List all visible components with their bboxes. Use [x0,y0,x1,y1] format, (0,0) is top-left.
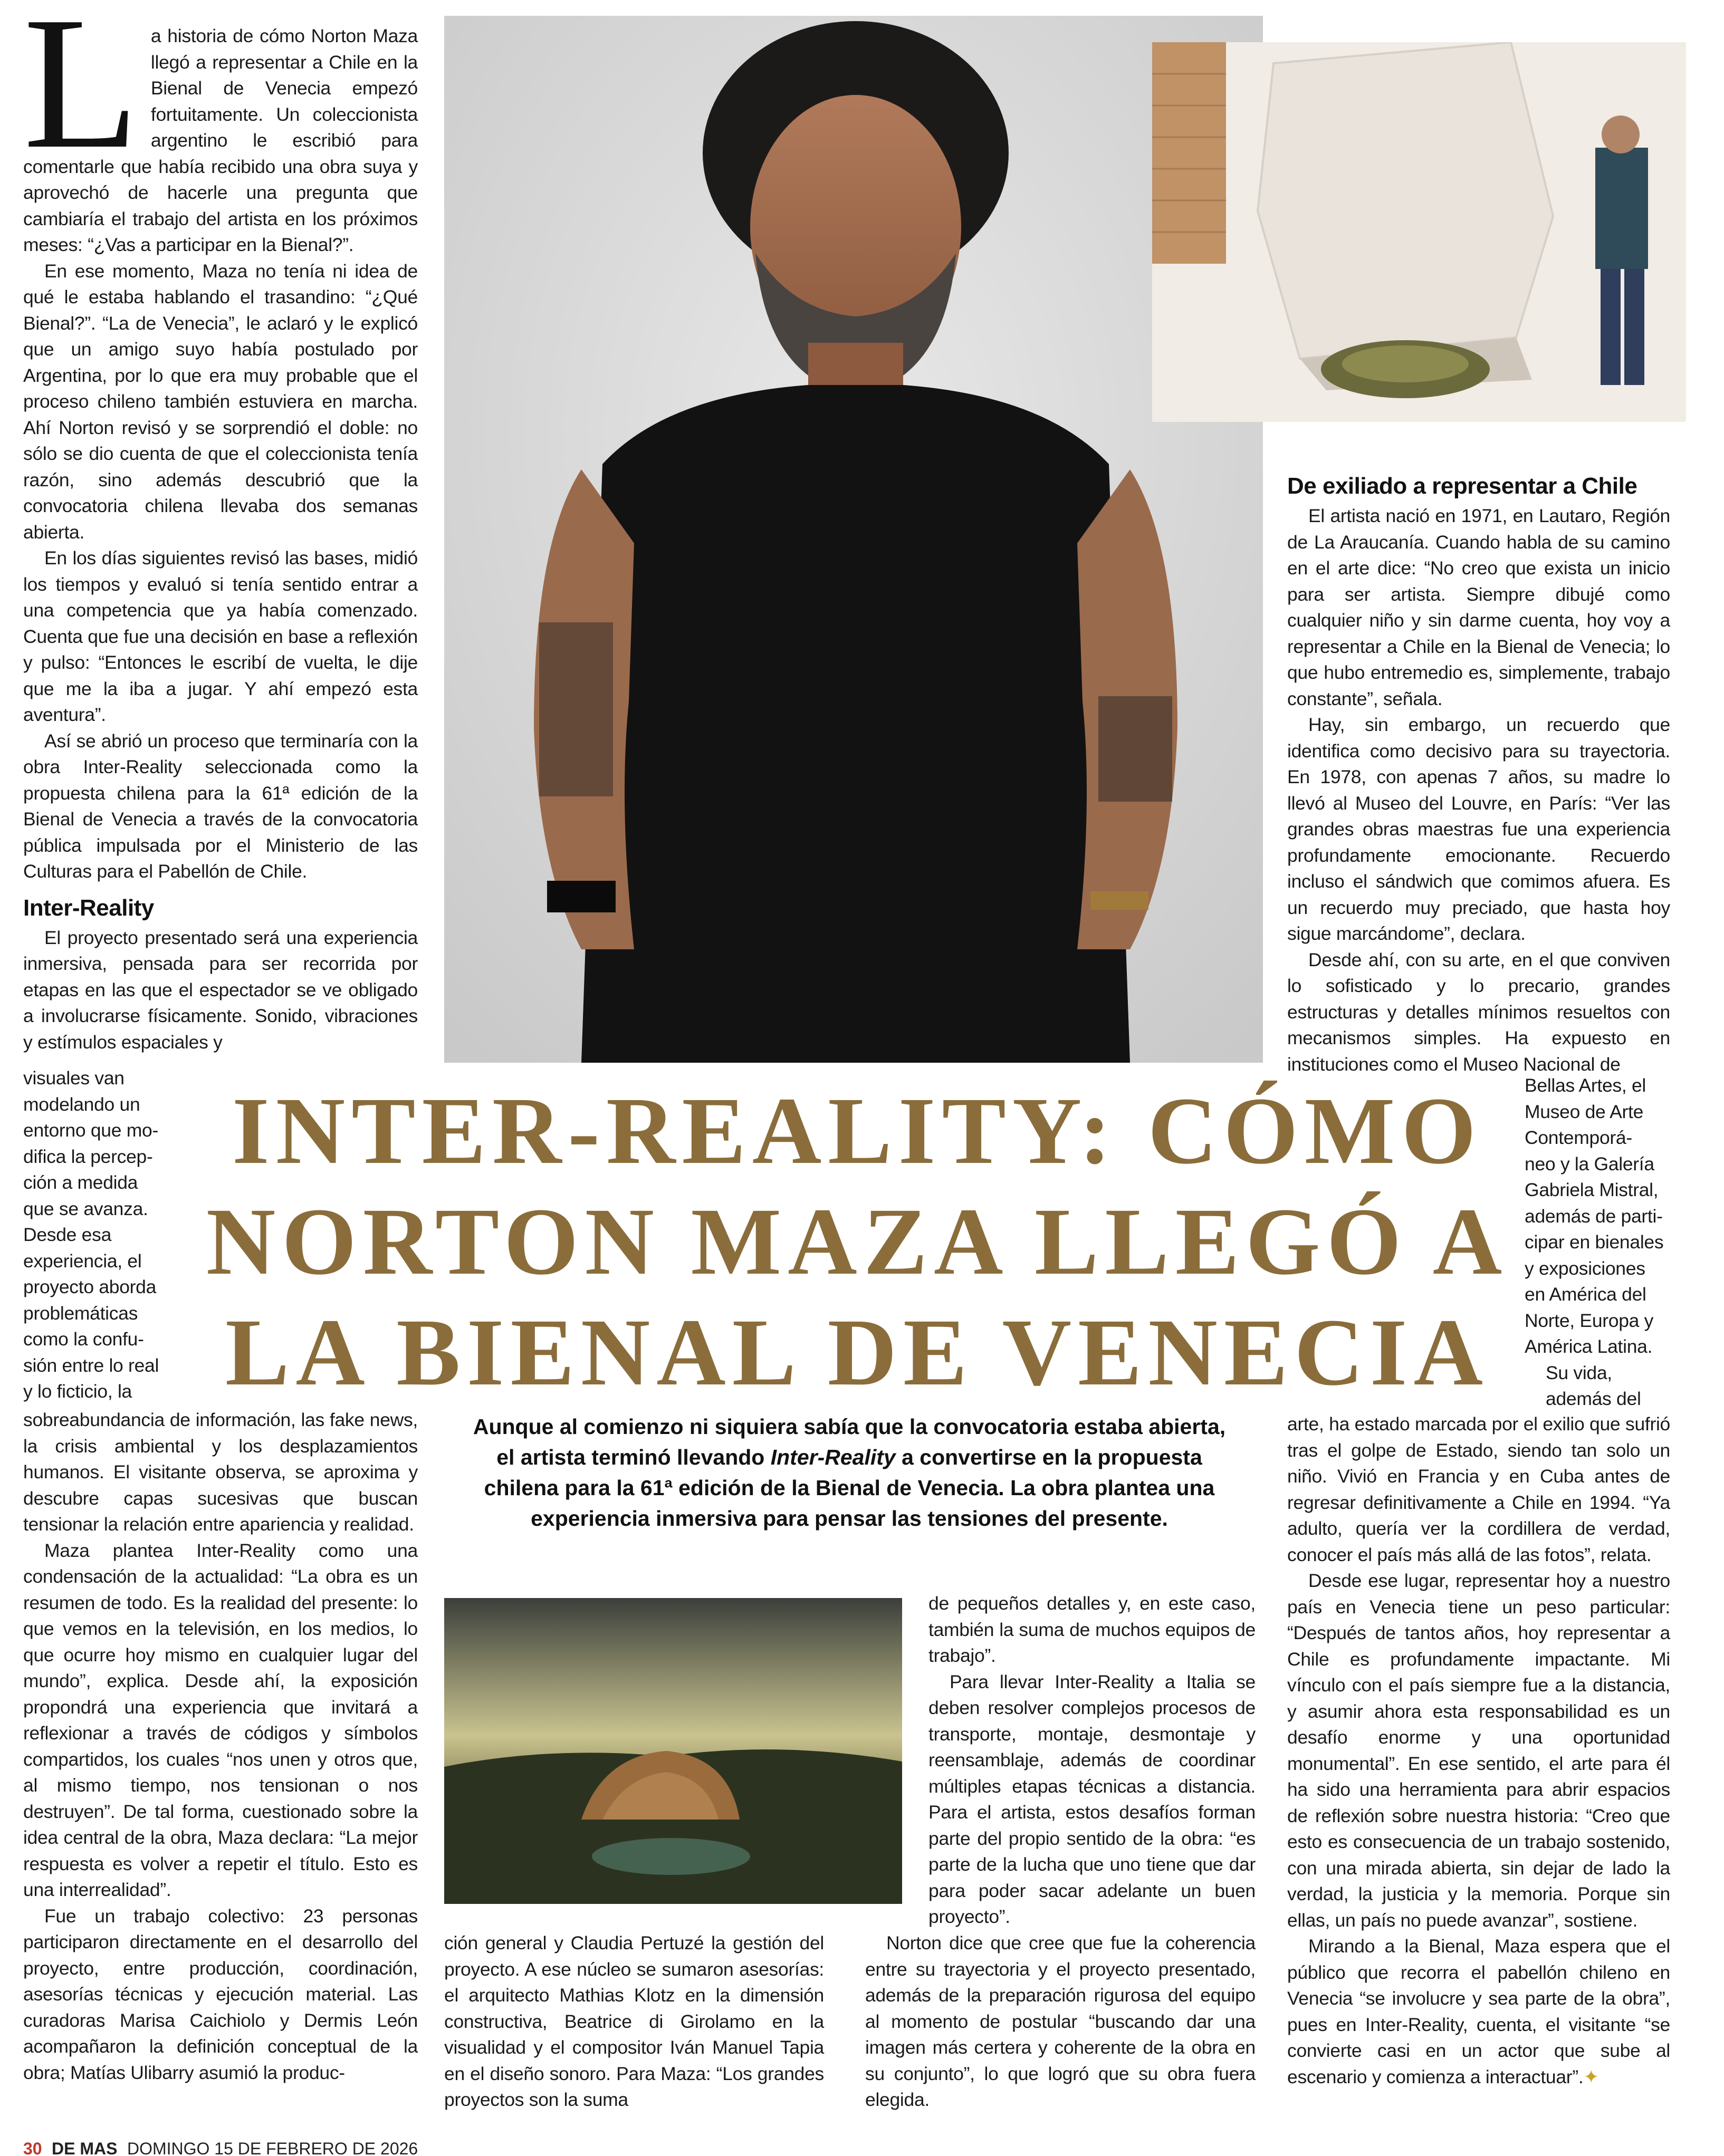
col1-narrow-13: y lo ficticio, la [23,1381,132,1402]
deck-line-4: experiencia inmersiva para pensar las tensiones del presente. [531,1506,1168,1531]
col2-para-1: ción general y Claudia Pertuzé la gestión del proyecto. A ese núcleo se sumaron asesorías: el arquitecto Mathias Klotz en la dimensión constructiva, Beatrice di Girolamo en la visualidad y el compositor Iván Manuel Tapia en el diseño sonoro. Para Maza: “Los grandes proyectos son la suma [444,1932,824,2110]
deck-line-3: chilena para la 61ª edición de la Bienal de Venecia. La obra plantea una [484,1476,1215,1500]
col1-narrow-2: modelando un [23,1093,140,1115]
col1-para-1: a historia de cómo Norton Maza llegó a representar a Chile en la Bienal de Venecia empezó fortuitamente. Un coleccionista argentino le escribió para comentarle que había recibido una obra suya y aprovechó de hacerle una pregunta que cambiaría el trabajo del artista en los próximos meses: “¿Vas a participar en la Bienal?”. [23,25,418,255]
col4-para-6-text: Mirando a la Bienal, Maza espera que el público que recorra el pabellón chileno en Venecia “se involucre y sea parte de la obra”, pues en Inter-Reality, cuenta, el visitante “se convierte casi en un actor que sube al escenario y comienza a interactuar”. [1287,1936,1670,2087]
column-2-lower [444,1930,824,2113]
portrait-photo [444,16,1263,1063]
col1-para-8: Fue un trabajo colectivo: 23 personas participaron directamente en el desarrollo del proyecto, entre producción, coordinación, asesorías técnicas y ejecución material. Las curadoras Marisa Caichiolo y Dermis León acompañaron la definición conceptual de la obra; Matías Ulibarry asumió la produc- [23,1905,418,2083]
col1-para-2: En ese momento, Maza no tenía ni idea de qué le estaba hablando el trasandino: “¿Qué Bienal?”. “La de Venecia”, le aclaró y le explicó que un amigo suyo había postulado por Argentina, por lo que era muy probable que el proceso chileno también estuviera en marcha. Ahí Norton revisó y se sorprendió el doble: no sólo se dio cuenta de que el coleccionista tenía razón, sino además descubrió que la convocatoria chilena llevaba dos semanas abierta. [23,260,418,543]
column-1-narrow [23,1065,197,1405]
column-4-narrow [1525,1073,1683,1412]
col4-para-5: Desde ese lugar, representar hoy a nuestro país en Venecia tiene un peso particular: “Después de tantos años, hoy representar a Chile es profundamente impactante. Mi vínculo con el país siempre fue a la distancia, y asumir ahora esta responsabilidad es un desafío enorme y una oportunidad monumental”. En ese sentido, el arte para él ha sido una herramienta para abrir espacios de reflexión sobre nuestra historia: “Creo que esto es consecuencia de un trabajo sostenido, con una mirada abierta, sin dejar de lado la verdad, la justicia y la memoria. Porque sin ellas, un país no puede avanzar”, sostiene. [1287,1570,1670,1931]
headline-line-2: NORTON MAZA LLEGÓ A [206,1189,1509,1295]
col4-narrow-13: además del [1546,1388,1641,1409]
col4-narrow-12: Su vida, [1546,1362,1612,1383]
end-mark-icon: ✦ [1583,2066,1599,2087]
headline [200,1076,1514,1408]
column-1 [23,0,418,1055]
headline-line-1: INTER-REALITY: CÓMO [232,1078,1483,1184]
col4-narrow-6: además de parti- [1525,1205,1663,1227]
col4-narrow-10: Norte, Europa y [1525,1310,1654,1331]
column-4-lower [1287,1411,1670,2090]
column-3-top [928,1591,1256,1930]
col4-narrow-4: neo y la Galería [1525,1153,1654,1175]
subhead-inter-reality: Inter-Reality [23,894,154,921]
col1-narrow-8: experiencia, el [23,1250,142,1272]
column-4 [1287,463,1670,1077]
col4-narrow-8: y exposiciones [1525,1257,1645,1279]
col3-para-2: Para llevar Inter-Reality a Italia se deben resolver complejos procesos de transporte, montaje, desmontaje y reensamblaje, además de coordinar múltiples etapas técnicas a distancia. Para el artista, estos desafíos forman parte del propio sentido de la obra: “es parte de la lucha que uno tiene que dar para poder sacar adelante un buen proyecto”. [928,1671,1256,1927]
col1-narrow-9: proyecto aborda [23,1276,157,1297]
installation-photo [1152,42,1686,422]
col4-narrow-1: Bellas Artes, el [1525,1075,1646,1096]
col1-para-6: sobreabundancia de información, las fake news, la crisis ambiental y los desplazamientos humanos. El visitante observa, se aproxima y descubre capas sucesivas que buscan tensionar la relación entre apariencia y realidad. [23,1409,418,1535]
column-3-lower [865,1930,1256,2113]
col4-narrow-3: Contemporá- [1525,1127,1632,1148]
col3-para-3: Norton dice que cree que fue la coherencia entre su trayectoria y el proyecto presentado, además de la preparación rigurosa del equipo al momento de postular “buscando dar una imagen más certera y coherente de la obra en su conjunto”, lo que logró que su obra fuera elegida. [865,1932,1256,2110]
col4-para-1: El artista nació en 1971, en Lautaro, Región de La Araucanía. Cuando habla de su camino en el arte dice: “No creo que exista un inicio para ser artista. Siempre dibujé como cualquier niño y sin darme cuenta, hoy voy a representar a Chile en la Bienal de Venecia; lo que hubo entremedio es, simplemente, trabajo constante”, señala. [1287,505,1670,709]
deck-line-1: Aunque al comienzo ni siquiera sabía que la convocatoria estaba abierta, [473,1414,1226,1439]
col1-para-5: El proyecto presentado será una experiencia inmersiva, pensada para ser recorrida por etapas en las que el espectador se ve obligado a involucrarse físicamente. Sonido, vibraciones y estímulos espaciales y [23,927,418,1053]
col1-narrow-6: que se avanza. [23,1198,148,1219]
col1-para-7: Maza plantea Inter-Reality como una condensación de la actualidad: “La obra es un resumen de todo. Es la realidad del presente: lo que vemos en la televisión, en los medios, lo que ocurre hoy mismo en cualquier lugar del mundo”, explica. Desde ahí, la exposición propondrá una experiencia que invitará a reflexionar a través de códigos y símbolos compartidos, los cuales “nos unen y otros que, al mismo tiempo, nos tensionan o nos destruyen”. De tal forma, cuestionado sobre la idea central de la obra, Maza declara: “La mejor respuesta es volver a repetir el título. Esto es una interrealidad”. [23,1539,418,1900]
page-number: 30 [23,2139,42,2156]
col1-narrow-11: como la confu- [23,1329,144,1350]
deck-line-2-title: Inter-Reality [770,1445,896,1469]
col4-narrow-11: América Latina. [1525,1336,1653,1357]
col3-para-1: de pequeños detalles y, en este caso, también la suma de muchos equipos de trabajo”. [928,1593,1256,1666]
footer-section: DE MAS [52,2139,118,2156]
col1-narrow-5: ción a medida [23,1172,138,1193]
col4-narrow-2: Museo de Arte [1525,1101,1644,1122]
col1-narrow-12: sión entre lo real [23,1354,159,1376]
footer-date: DOMINGO 15 DE FEBRERO DE 2026 [127,2139,418,2156]
column-1-lower [23,1407,418,2086]
deck-line-2 [433,1442,1266,1472]
deck-line-2a: el artista terminó llevando [496,1445,771,1469]
col4-narrow-5: Gabriela Mistral, [1525,1179,1659,1200]
col1-narrow-10: problemáticas [23,1302,138,1324]
drop-cap: L [23,0,139,188]
col4-para-2: Hay, sin embargo, un recuerdo que identifica como decisivo para su trayectoria. En 1978, con apenas 7 años, su madre lo llevó al Museo del Louvre, en París: “Ver las grandes obras maestras fue una experiencia profundamente emocionante. Recuerdo incluso el sándwich que comimos afuera. Es un recuerdo muy preciado, que hasta hoy sigue marcándome”, declara. [1287,714,1670,944]
col1-narrow-4: difica la percep- [23,1146,153,1167]
col1-narrow-3: entorno que mo- [23,1120,158,1141]
deck [433,1411,1266,1534]
col4-para-3: Desde ahí, con su arte, en el que conviven lo sofisticado y lo precario, grandes estructuras y detalles mínimos resueltos con mecanismos simples. Ha expuesto en instituciones como el Museo Nacional de [1287,949,1670,1075]
col1-narrow-7: Desde esa [23,1224,112,1245]
col1-para-4: Así se abrió un proceso que terminaría con la obra Inter-Reality seleccionada como la propuesta chilena para la 61ª edición de la Bienal de Venecia a través de la convocatoria pública impulsada por el Ministerio de las Culturas para el Pabellón de Chile. [23,730,418,882]
col1-para-3: En los días siguientes revisó las bases, midió los tiempos y evaluó si tenía sentido entrar a una competencia que ya había comenzado. Cuenta que fue una decisión en base a reflexión y pulso: “Entonces le escribí de vuelta, le dije que me la iba a jugar. Y ahí empezó esta aventura”. [23,547,418,725]
col4-para-4: arte, ha estado marcada por el exilio que sufrió tras el golpe de Estado, siendo tan solo un niño. Vivió en Francia y en Cuba antes de regresar definitivamente a Chile en 1994. “Ya adulto, quería ver la cordillera de verdad, conocer el país más allá de las fotos”, relata. [1287,1413,1670,1565]
col4-narrow-9: en América del [1525,1284,1646,1305]
subhead-exiliado: De exiliado a representar a Chile [1287,473,1637,499]
col1-narrow-1: visuales van [23,1067,124,1089]
col4-para-6 [1287,1933,1670,2090]
footer [23,2139,656,2156]
artwork-photo [444,1598,902,1904]
headline-line-3: LA BIENAL DE VENECIA [225,1300,1489,1406]
deck-line-2b: a convertirse en la propuesta [895,1445,1202,1469]
col4-narrow-7: cipar en bienales [1525,1231,1664,1253]
